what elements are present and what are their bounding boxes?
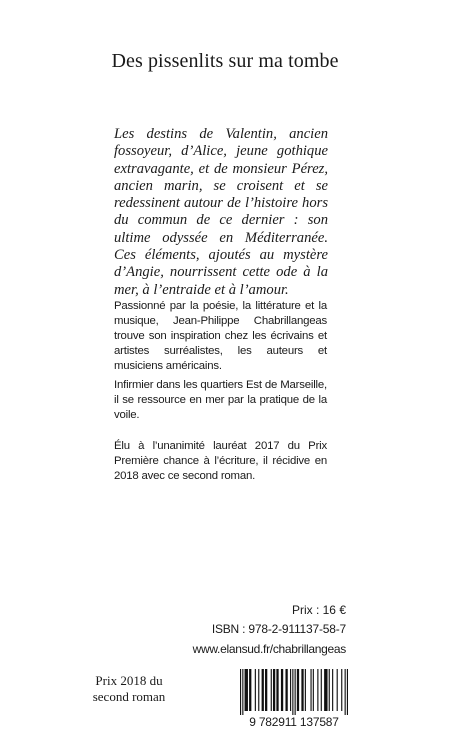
price-label: Prix : 16 € — [291, 603, 346, 617]
barcode-bar — [337, 669, 338, 711]
author-bio-paragraph-1: Passionné par la poésie, la littérature et la musique, Jean-Philippe Chabrillangeas trouve son inspiration chez les écrivains et artistes surréalistes, les auteurs et musiciens américains. — [114, 300, 327, 373]
prize-line-2: second roman — [92, 688, 166, 704]
barcode-bar — [271, 669, 272, 711]
barcode-bar — [297, 669, 299, 711]
barcode-bar — [281, 669, 283, 711]
author-bio-paragraph-3: Élu à l’unanimité lauréat 2017 du Prix Première chance à l’écriture, il récidive en 2018 avec ce second roman. — [114, 440, 327, 483]
barcode-bar — [317, 669, 318, 711]
barcode-bar — [290, 669, 291, 711]
barcode-bar — [341, 669, 342, 711]
barcode-bar — [249, 669, 251, 711]
barcode-digits: 9 782911 137587 — [249, 715, 339, 729]
barcode-bar — [310, 669, 311, 711]
barcode-bar — [265, 669, 267, 711]
barcode-bar — [301, 669, 303, 711]
barcode-bar — [240, 669, 241, 715]
barcode-bar — [273, 669, 275, 711]
barcode-bar — [295, 669, 296, 715]
barcode-bar — [245, 669, 248, 711]
barcode-bar — [305, 669, 306, 711]
barcode-bar — [313, 669, 314, 711]
barcode-bar — [329, 669, 330, 711]
isbn-label: ISBN : 978-2-911137-58-7 — [211, 622, 346, 636]
barcode-bar — [276, 669, 278, 711]
barcode-bar — [321, 669, 322, 711]
barcode-bar — [292, 669, 293, 715]
barcode-bar — [255, 669, 256, 711]
barcode-bar — [242, 669, 243, 715]
barcode-bar — [258, 669, 259, 711]
website-link[interactable]: www.elansud.fr/chabrillangeas — [192, 642, 346, 656]
author-bio-paragraph-2: Infirmier dans les quartiers Est de Marseille, il se ressource en mer par la pratique de la voile. — [114, 379, 327, 422]
barcode-bar — [332, 669, 333, 711]
prize-line-1: Prix 2018 du — [95, 673, 163, 688]
barcode-graphic — [240, 669, 348, 715]
barcode-bar — [345, 669, 346, 715]
barcode-bar — [324, 669, 327, 711]
barcode-bar — [347, 669, 348, 715]
barcode-panel — [232, 664, 356, 734]
barcode-bar — [285, 669, 287, 711]
book-synopsis: Les destins de Valentin, ancien fossoyeur, d’Alice, jeune gothique extravagante, et de monsieur Pérez, ancien marin, se croisent et se redessinent autour de l’histoire hors du commun de ce dernier : son ultime odyssée en Méditerranée. Ces éléments, ajoutés au mystère d’Angie, nourrissent cette ode à la mer, à l’entraide et à l’amour. — [114, 126, 328, 298]
barcode-bar — [262, 669, 264, 711]
prize-sticker — [76, 664, 182, 734]
book-title: Des pissenlits sur ma tombe — [111, 50, 339, 72]
